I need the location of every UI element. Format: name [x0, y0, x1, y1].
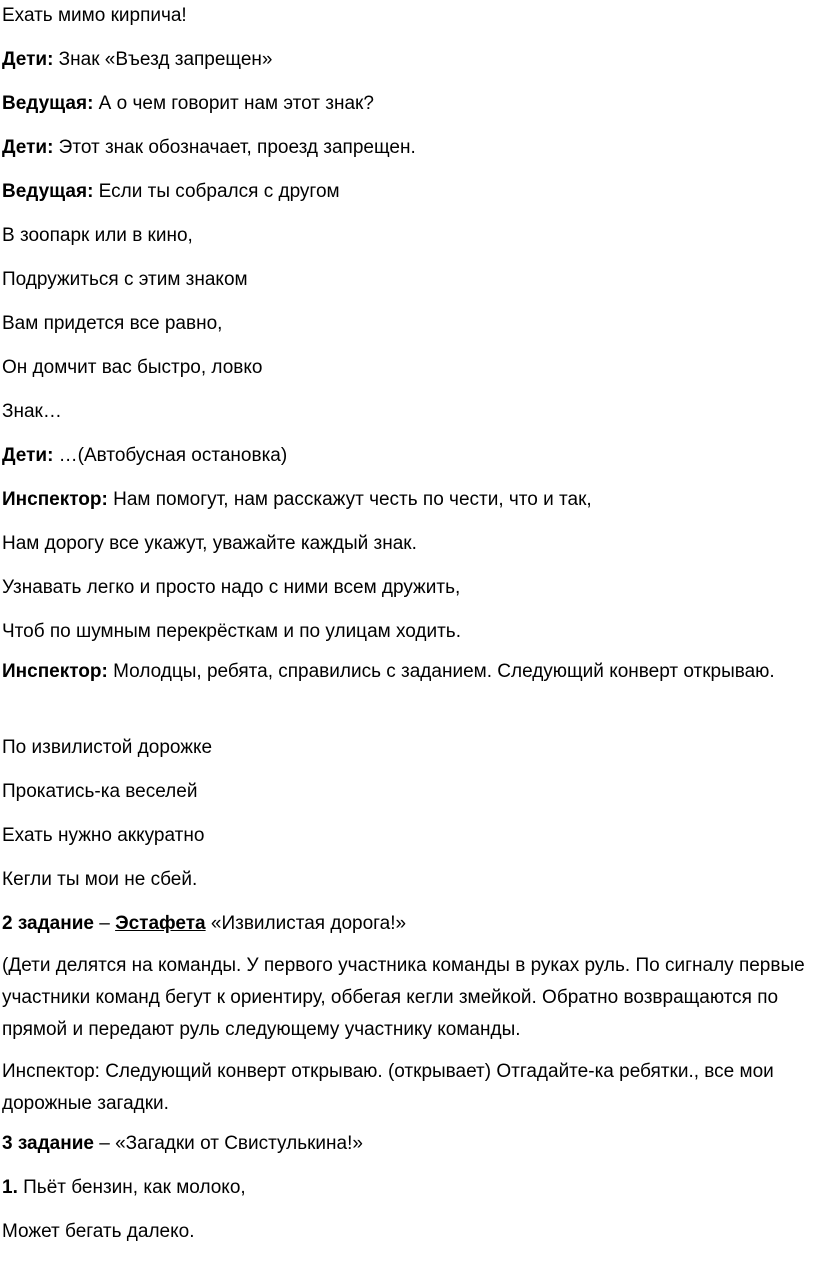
task-heading: 3 задание – «Загадки от Свистулькина!» — [2, 1133, 363, 1154]
paragraph-line: В зоопарк или в кино, — [2, 225, 193, 246]
paragraph-line: Кегли ты мои не сбей. — [2, 869, 198, 890]
dialogue-paragraph: Инспектор: Молодцы, ребята, справились с заданием. Следующий конверт открываю. — [2, 661, 775, 682]
dialogue-line: Дети: …(Автобусная остановка) — [2, 445, 288, 466]
task-label: 2 задание — [2, 913, 94, 934]
riddle-number: 1. — [2, 1177, 18, 1198]
paragraph-line: Ехать нужно аккуратно — [2, 825, 205, 846]
paragraph-line: Ехать мимо кирпича! — [2, 5, 187, 26]
paragraph-line: По извилистой дорожке — [2, 737, 213, 758]
speaker-label: Дети: — [2, 445, 54, 466]
dialogue-line: Дети: Знак «Въезд запрещен» — [2, 49, 273, 70]
dialogue-line: Ведущая: А о чем говорит нам этот знак? — [2, 93, 374, 114]
paragraph-line: Вам придется все равно, — [2, 313, 223, 334]
task-heading: 2 задание – Эстафета «Извилистая дорога!» — [2, 913, 407, 934]
riddle-line: 1. Пьёт бензин, как молоко, — [2, 1177, 246, 1198]
paragraph-line: Подружиться с этим знаком — [2, 269, 248, 290]
speaker-label: Инспектор: — [2, 489, 108, 510]
paragraph-line: Может бегать далеко. — [2, 1221, 195, 1242]
speaker-label: Ведущая: — [2, 93, 94, 114]
paragraph-line: Нам дорогу все укажут, уважайте каждый знак. — [2, 533, 417, 554]
paragraph-line: Он домчит вас быстро, ловко — [2, 357, 263, 378]
paragraph-line: Чтоб по шумным перекрёсткам и по улицам ходить. — [2, 621, 461, 642]
instructions-paragraph: (Дети делятся на команды. У первого участника команды в руках руль. По сигналу первые участники команд бегут к ориентиру, оббегая кегли змейкой. Обратно возвращаются по прямой и передают руль следующему участнику команды. — [2, 955, 805, 1040]
dialogue-line: Дети: Этот знак обозначает, проезд запрещен. — [2, 137, 416, 158]
paragraph-block: Инспектор: Следующий конверт открываю. (открывает) Отгадайте-ка ребятки., все мои дорожные загадки. — [2, 1061, 774, 1114]
speaker-label: Дети: — [2, 49, 54, 70]
speaker-label: Дети: — [2, 137, 54, 158]
dialogue-line: Инспектор: Нам помогут, нам расскажут честь по чести, что и так, — [2, 489, 592, 510]
paragraph-line: Прокатись-ка веселей — [2, 781, 198, 802]
speaker-label: Ведущая: — [2, 181, 94, 202]
dialogue-line: Ведущая: Если ты собрался с другом — [2, 181, 340, 202]
task-type-label: Эстафета — [115, 913, 206, 934]
task-label: 3 задание — [2, 1133, 94, 1154]
paragraph-line: Знак… — [2, 401, 62, 422]
speaker-label: Инспектор: — [2, 661, 108, 682]
paragraph-line: Узнавать легко и просто надо с ними всем дружить, — [2, 577, 461, 598]
